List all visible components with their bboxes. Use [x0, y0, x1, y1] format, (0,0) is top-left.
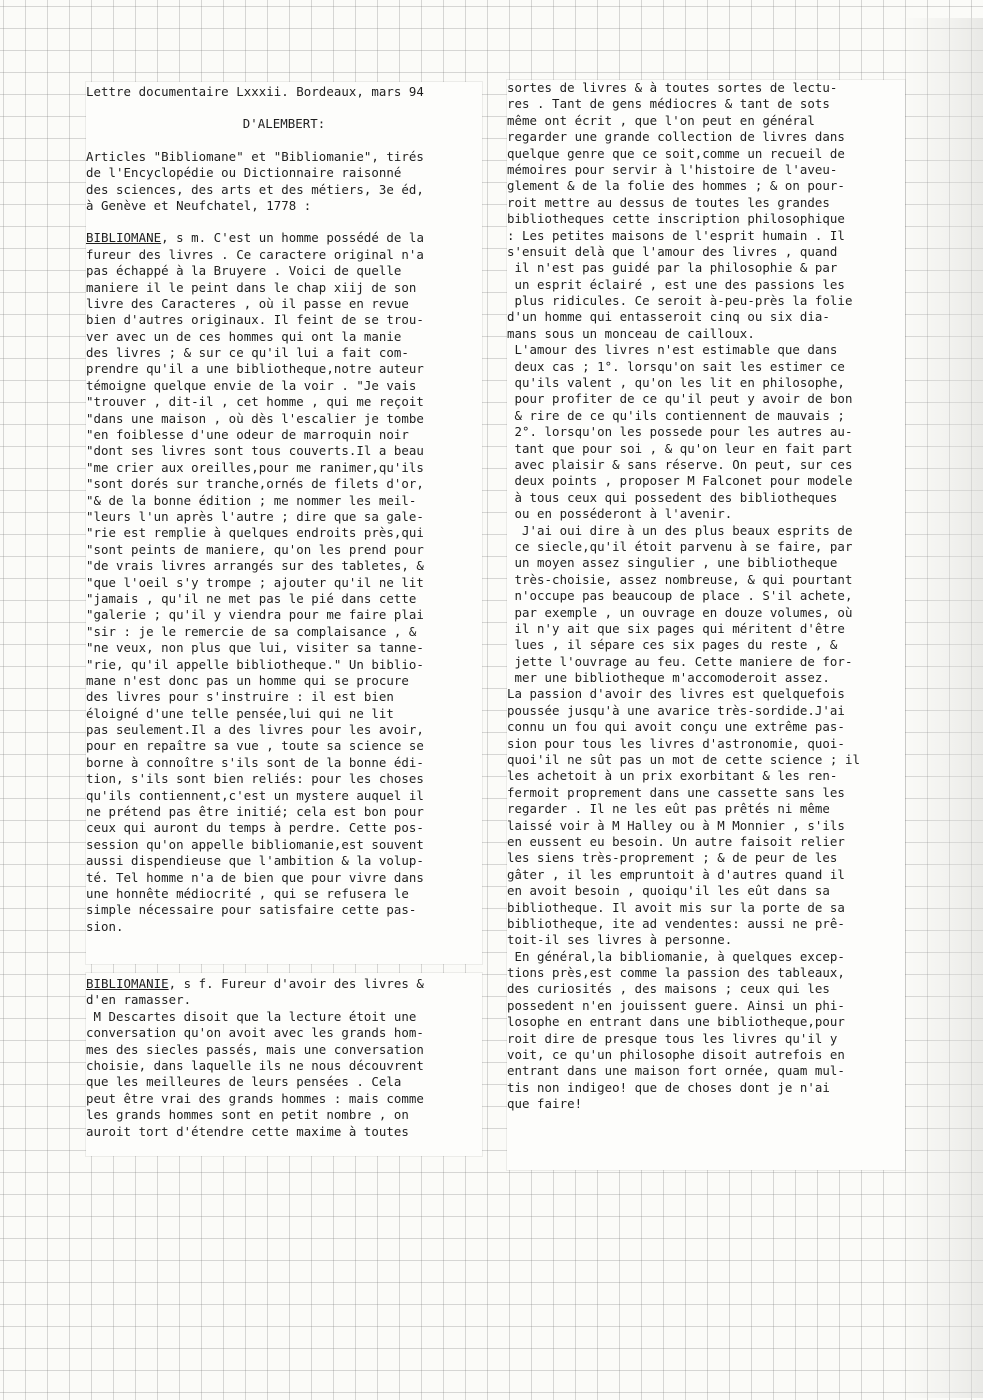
text-line: mes des siecles passés, mais une conversation	[86, 1041, 424, 1057]
text-line: En général,la bibliomanie, à quelques excep-	[507, 948, 845, 964]
source-line: à Genève et Neufchatel, 1778 :	[86, 197, 312, 213]
text-line: tion, s'ils sont bien reliés: pour les choses	[86, 771, 424, 787]
text-line: voit, ce qu'un philosophe disoit autrefois en	[507, 1047, 845, 1063]
text-line: "que l'oeil s'y trompe ; ajouter qu'il ne lit	[86, 574, 424, 590]
text-line: par exemple , un ouvrage en douze volumes, où	[507, 604, 853, 620]
text-line: avec plaisir & sans réserve. On peut, sur ces	[507, 456, 853, 472]
text-line: prendre qu'il a une bibliotheque,notre auteur	[86, 361, 424, 377]
text-line: ou en posséderont à l'avenir.	[507, 506, 733, 522]
text-line: glement & de la folie des hommes ; & on pour-	[507, 178, 845, 194]
text-line: laissé voir à M Halley ou à M Monnier , s'ils	[507, 817, 845, 833]
text-line: conversation qu'on avoit avec les grands hom-	[86, 1025, 424, 1041]
column-left-lower-sheet	[86, 973, 482, 1156]
text-line: "& de la bonne édition ; me nommer les meil-	[86, 492, 417, 508]
text-line: à tous ceux qui possedent des bibliotheques	[507, 489, 838, 505]
text-line: quelque genre que ce soit,comme un recueil de	[507, 145, 845, 161]
source-line: de l'Encyclopédie ou Dictionnaire raisonné	[86, 165, 402, 181]
author-heading: D'ALEMBERT:	[242, 116, 326, 132]
text-line: mane n'est donc pas un homme qui se procure	[86, 672, 409, 688]
text-line: "galerie ; qu'il y viendra pour me faire plai	[86, 607, 424, 623]
text-line: res . Tant de gens médiocres & tant de sots	[507, 96, 830, 112]
text-line: que les meilleures de leurs pensées . Cela	[86, 1074, 402, 1090]
text-line: il n'y ait que six pages qui méritent d'être	[507, 620, 845, 636]
text-line: les achetoit à un prix exorbitant & les ren-	[507, 768, 838, 784]
text-line: une honnête médiocrité , qui se refusera le	[86, 885, 409, 901]
text-line: auroit tort d'étendre cette maxime à toutes	[86, 1123, 409, 1139]
text-line: bibliotheque, ite ad vendentes: aussi ne prê-	[507, 915, 845, 931]
text-line: fureur des livres . Ce caractere original n'a	[86, 246, 424, 262]
text-line: sion.	[86, 918, 124, 934]
text-line: qu'ils valent , qu'on les lit en philosophe,	[507, 375, 845, 391]
text-line: sion pour tous les livres d'astronomie, quoi-	[507, 735, 845, 751]
text-line: que faire!	[507, 1096, 583, 1112]
text-line: qu'ils contiennent,c'est un mystere auquel il	[86, 787, 424, 803]
text-line: sortes de livres & à toutes sortes de lectu-	[507, 80, 838, 95]
text-line: ne prétend pas être initié; cela est bon pour	[86, 804, 424, 820]
article-body	[86, 992, 482, 1140]
text-line: entrant dans une maison fort ornée, quam mul-	[507, 1063, 845, 1079]
text-line: deux points , proposer M Falconet pour modele	[507, 473, 853, 489]
text-line: ceux qui auront du temps à perdre. Cette pos-	[86, 820, 424, 836]
text-line: pas échappé à la Bruyere . Voici de quelle	[86, 263, 402, 279]
text-line: borne à connoître s'ils sont de la bonne édi-	[86, 754, 424, 770]
text-line: témoigne quelque envie de la voir . "Je vais	[86, 377, 417, 393]
document-header: Lettre documentaire Lxxxii. Bordeaux, mars 94	[86, 84, 424, 99]
text-line: 2°. lorsqu'on les possede pour les autres au-	[507, 424, 853, 440]
text-line: livre des Caracteres , où il passe en revue	[86, 295, 409, 311]
text-line: tis non indigeo! que de choses dont je n'ai	[507, 1079, 830, 1095]
text-line: gâter , il les empruntoit à d'autres quand il	[507, 866, 845, 882]
text-line: aussi dispendieuse que l'ambition & la volup-	[86, 853, 424, 869]
text-line: tant que pour soi , & qu'on leur en fait part	[507, 440, 853, 456]
column-right-sheet	[507, 80, 905, 1170]
article-first-line: BIBLIOMANE, s m. C'est un homme possédé de la	[86, 230, 424, 246]
text-line: n'occupe pas beaucoup de place . S'il achete,	[507, 588, 853, 604]
text-line: possedent n'en jouissent guere. Ainsi un phi-	[507, 997, 845, 1013]
text-line: éloigné d'une telle pensée,lui qui ne lit	[86, 705, 394, 721]
text-line: "de vrais livres arrangés sur des tabletes, &	[86, 558, 424, 574]
text-line: des livres ; & sur ce qu'il lui a fait com-	[86, 345, 409, 361]
text-line: les grands hommes sont en petit nombre , on	[86, 1107, 409, 1123]
text-line: pas seulement.Il a des livres pour les avoir,	[86, 722, 424, 738]
text-line: : Les petites maisons de l'esprit humain . Il	[507, 227, 845, 243]
text-line: en avoit besoin , quoiqu'il les eût dans sa	[507, 883, 830, 899]
text-line: J'ai oui dire à un des plus beaux esprits de	[507, 522, 853, 538]
article-bibliomane	[86, 230, 482, 935]
article-bibliomanie	[86, 976, 482, 1140]
text-line: un esprit éclairé , est une des passions les	[507, 276, 845, 292]
column-left-sheet	[86, 82, 482, 964]
text-line: tions près,est comme la passion des tableaux,	[507, 965, 845, 981]
margin-shading	[900, 18, 983, 1398]
text-line: maniere il le peint dans le chap xiij de son	[86, 279, 417, 295]
text-line: bien d'autres originaux. Il feint de se trou-	[86, 312, 424, 328]
text-line: deux cas ; 1°. lorsqu'on sait les estimer ce	[507, 358, 845, 374]
entry-term-bibliomanie: BIBLIOMANIE	[86, 976, 169, 991]
source-citation	[86, 149, 482, 215]
source-line: Articles "Bibliomane" et "Bibliomanie", tirés	[86, 148, 424, 164]
text-line: M Descartes disoit que la lecture étoit une	[86, 1008, 417, 1024]
text-line: roit dire de presque tous les livres qu'il y	[507, 1030, 838, 1046]
text-line: La passion d'avoir des livres est quelquefois	[507, 686, 845, 702]
text-line: roit mettre au dessus de toutes les grandes	[507, 194, 830, 210]
text-line: peut être vrai des grands hommes : mais comme	[86, 1090, 424, 1106]
text-line: bibliotheques cette inscription philosophique	[507, 211, 845, 227]
text-line: "ne veux, non plus que lui, visiter sa tanne-	[86, 640, 424, 656]
text-line: losophe en entrant dans une bibliotheque,pour	[507, 1014, 845, 1030]
text-line: il n'est pas guidé par la philosophie & par	[507, 260, 838, 276]
text-line: même ont écrit , que l'on peut en général	[507, 112, 815, 128]
text-line: pour profiter de ce qu'il peut y avoir de bon	[507, 391, 853, 407]
text-line: bibliotheque. Il avoit mis sur la porte de sa	[507, 899, 845, 915]
text-line: les siens très-proprement ; & de peur de les	[507, 850, 838, 866]
text-line: mémoires pour servir à l'histoire de l'aveu-	[507, 161, 838, 177]
article-first-line: BIBLIOMANIE, s f. Fureur d'avoir des livres &	[86, 976, 424, 991]
text-line: pour en repaître sa vue , toute sa science se	[86, 738, 424, 754]
text-line: simple nécessaire pour satisfaire cette pas-	[86, 902, 417, 918]
text-line: d'en ramasser.	[86, 992, 192, 1008]
text-line: té. Tel homme n'a de bien que pour vivre dans	[86, 869, 424, 885]
text-line: regarder une grande collection de livres dans	[507, 129, 845, 145]
article-continuation	[507, 80, 905, 1113]
text-line: mer une bibliotheque m'accomoderoit assez.	[507, 670, 830, 686]
text-line: très-choisie, assez nombreuse, & qui pourtant	[507, 571, 853, 587]
text-line: d'un homme qui entasseroit cinq ou six dia-	[507, 309, 830, 325]
text-line: "en foiblesse d'une odeur de marroquin noir	[86, 427, 409, 443]
text-line: "dans une maison , où dès l'escalier je tombe	[86, 410, 424, 426]
text-line: "leurs l'un après l'autre ; dire que sa gale-	[86, 508, 424, 524]
text-line: fermoit proprement dans une cassette sans les	[507, 784, 845, 800]
text-line: des livres pour s'instruire : il est bien	[86, 689, 394, 705]
text-line: "rie est remplie à quelques endroits près,qui	[86, 525, 424, 541]
text-line: quoi'il ne sût pas un mot de cette science ; il	[507, 752, 860, 768]
text-line: regarder . Il ne les eût pas prêtés ni même	[507, 801, 830, 817]
source-line: des sciences, des arts et des métiers, 3e éd,	[86, 181, 424, 197]
text-line: des curiosités , des maisons ; ceux qui les	[507, 981, 830, 997]
text-line: "sir : je le remercie de sa complaisance , &	[86, 623, 417, 639]
entry-term-bibliomane: BIBLIOMANE	[86, 230, 162, 246]
text-line: un moyen assez singulier , une bibliotheque	[507, 555, 838, 571]
text-line: ver avec un de ces hommes qui ont la manie	[86, 328, 402, 344]
text-line: choisie, dans laquelle ils ne nous découvrent	[86, 1057, 424, 1073]
text-line: s'ensuit delà que l'amour des livres , quand	[507, 243, 838, 259]
article-body	[86, 247, 482, 935]
text-line: jette l'ouvrage au feu. Cette maniere de for-	[507, 653, 853, 669]
text-line: "me crier aux oreilles,pour me ranimer,qu'ils	[86, 459, 424, 475]
text-line: ce siecle,qu'il étoit parvenu à se faire, par	[507, 538, 853, 554]
text-line: "rie, qu'il appelle bibliotheque." Un biblio-	[86, 656, 424, 672]
text-line: "sont dorés sur tranche,ornés de filets d'or,	[86, 476, 424, 492]
text-line: poussée jusqu'à une avarice très-sordide.J'ai	[507, 702, 845, 718]
text-line: "sont peints de maniere, qu'on les prend pour	[86, 541, 424, 557]
text-line: "dont ses livres sont tous couverts.Il a beau	[86, 443, 424, 459]
text-line: session qu'on appelle bibliomanie,est souvent	[86, 836, 424, 852]
text-line: en eussent eu besoin. Un autre faisoit relier	[507, 833, 845, 849]
text-line: toit-il ses livres à personne.	[507, 932, 733, 948]
text-line: "trouver , dit-il , cet homme , qui me reçoit	[86, 394, 424, 410]
text-line: "jamais , qu'il ne met pas le pié dans cette	[86, 590, 417, 606]
text-line: mans sous un monceau de cailloux.	[507, 325, 755, 341]
text-line: lues , il sépare ces six pages du reste , &	[507, 637, 838, 653]
text-line: L'amour des livres n'est estimable que dans	[507, 342, 838, 358]
text-line: plus ridicules. Ce seroit à-peu-près la folie	[507, 293, 853, 309]
text-line: & rire de ce qu'ils contiennent de mauvais ;	[507, 407, 845, 423]
text-line: connu un fou qui avoit conçu une extrême pas-	[507, 719, 845, 735]
